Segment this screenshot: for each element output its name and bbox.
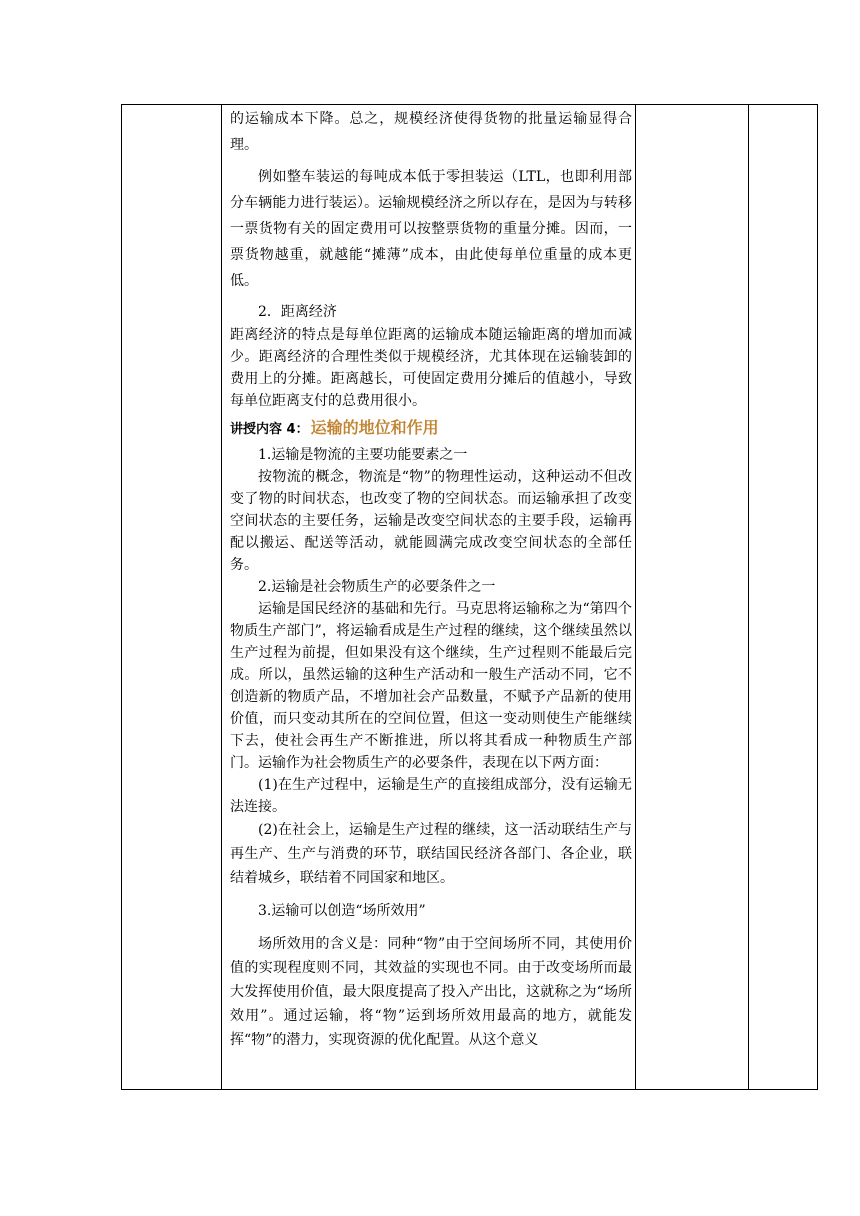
section-heading	[230, 416, 632, 440]
subheading-distance-economy: 2．距离经济	[258, 304, 337, 320]
subheading-3: 3.运输可以创造“场所效用”	[258, 903, 426, 919]
paragraph-1: 按物流的概念，物流是“物”的物理性运动，这种运动不但改变了物的时间状态，也改变了物的空间状态。而运输承担了改变空间状态的主要任务，运输是改变空间状态的主要手段，运输再配以搬运、配送等活动，就能圆满完成改变空间状态的全部任务。	[230, 469, 632, 573]
subheading-1: 1.运输是物流的主要功能要素之一	[258, 447, 468, 463]
lesson-content	[230, 106, 632, 1052]
paragraph-3: 场所效用的含义是：同种“物”由于空间场所不同，其使用价值的实现程度则不同，其效益的实现也不同。由于改变场所而最大发挥使用价值，最大限度提高了投入产出比，这就称之为“场所效用”。通过运输，将“物”运到场所效用最高的地方，就能发挥“物”的潜力，实现资源的优化配置。从这个意义	[230, 936, 632, 1048]
list-item-2: (2)在社会上，运输是生产过程的继续，这一活动联结生产与再生产、生产与消费的环节，联结国民经济各部门、各企业，联结着城乡，联结着不同国家和地区。	[230, 822, 632, 886]
subheading-2: 2.运输是社会物质生产的必要条件之一	[258, 579, 496, 595]
list-item-1: (1)在生产过程中，运输是生产的直接组成部分，没有运输无法连接。	[230, 777, 632, 815]
paragraph-ltl-example: 例如整车装运的每吨成本低于零担装运（LTL，也即利用部分车辆能力进行装运）。运输规模经济之所以存在，是因为与转移一票货物有关的固定费用可以按整票货物的重量分摊。因而，一票货物越重，就越能“摊薄”成本，由此使每单位重量的成本更低。	[230, 169, 632, 289]
paragraph-2: 运输是国民经济的基础和先行。马克思将运输称之为“第四个物质生产部门”，将运输看成是生产过程的继续，这个继续虽然以生产过程为前提，但如果没有这个继续，生产过程则不能最后完成。所以，虽然运输的这种生产活动和一般生产活动不同，它不创造新的物质产品，不增加社会产品数量，不赋予产品新的使用价值，而只变动其所在的空间位置，但这一变动则使生产能继续下去，使社会再生产不断推进，所以将其看成一种物质生产部门。运输作为社会物质生产的必要条件，表现在以下两方面：	[230, 601, 632, 771]
heading-label: 讲授内容 4：	[230, 422, 309, 437]
table-column-divider	[635, 105, 636, 1089]
paragraph-distance-economy: 距离经济的特点是每单位距离的运输成本随运输距离的增加而减少。距离经济的合理性类似于规模经济，尤其体现在运输装卸的费用上的分摊。距离越长，可使固定费用分摊后的值越小，导致每单位距离支付的总费用很小。	[230, 327, 632, 409]
paragraph-scale-economy-end: 的运输成本下降。总之，规模经济使得货物的批量运输显得合理。	[230, 111, 632, 153]
heading-title: 运输的地位和作用	[310, 418, 439, 437]
table-column-divider	[221, 105, 222, 1089]
table-column-divider	[748, 105, 749, 1089]
